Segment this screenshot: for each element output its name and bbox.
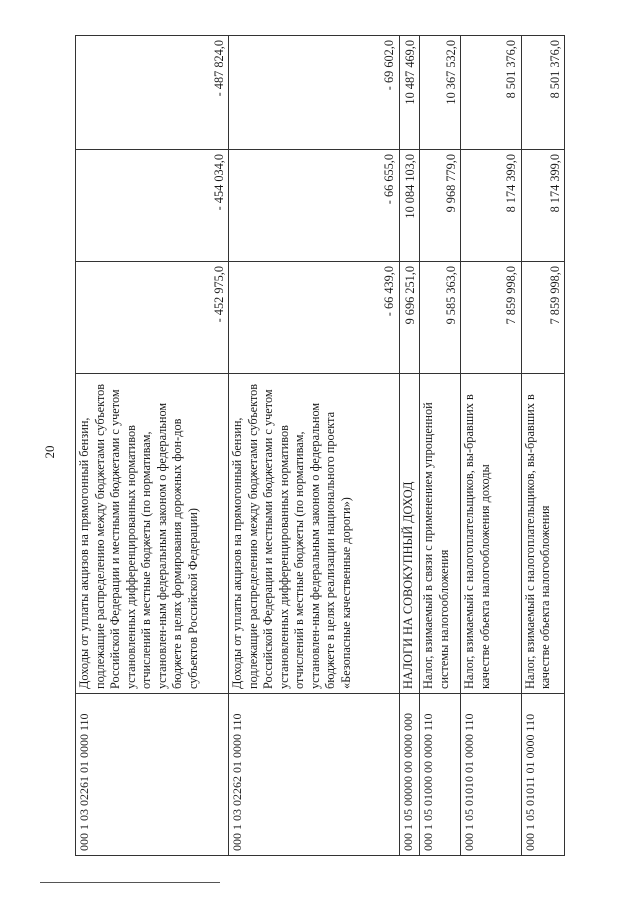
amount-year-2: 9 968 779,0 xyxy=(420,150,461,262)
page-number: 20 xyxy=(42,445,57,459)
revenue-name: Доходы от уплаты акцизов на прямогонный бензин, подлежащие распределению между бюджетами субъектов Российской Федерации и местными бюджетами с учетом установленных дифференцированных нормативов отчислений в местные бюджеты (по нормативам, установлен-ным федеральным законом о федеральном бюджете в целях формирования дорожных фон-дов субъектов Российской Федерации) xyxy=(76,374,229,694)
amount-year-2: - 66 655,0 xyxy=(229,150,400,262)
table-row xyxy=(229,36,400,856)
amount-year-1: 7 859 998,0 xyxy=(521,262,564,374)
amount-year-1: 9 585 363,0 xyxy=(420,262,461,374)
amount-year-2: 8 174 399,0 xyxy=(521,150,564,262)
amount-year-3: 10 367 532,0 xyxy=(420,36,461,150)
revenue-name: НАЛОГИ НА СОВОКУПНЫЙ ДОХОД xyxy=(399,374,420,694)
amount-year-2: 10 084 103,0 xyxy=(399,150,420,262)
table-row xyxy=(521,36,564,856)
table-row xyxy=(399,36,420,856)
amount-year-3: 8 501 376,0 xyxy=(461,36,521,150)
amount-year-3: 8 501 376,0 xyxy=(521,36,564,150)
amount-year-3: - 69 602,0 xyxy=(229,36,400,150)
revenue-name: Налог, взимаемый в связи с применением упрощенной системы налогообложения xyxy=(420,374,461,694)
amount-year-1: - 66 439,0 xyxy=(229,262,400,374)
classification-code: 000 1 03 02262 01 0000 110 xyxy=(229,694,400,856)
revenue-name: Налог, взимаемый с налогоплательщиков, вы-бравших в качестве объекта налогообложения доходы xyxy=(461,374,521,694)
footer-rule xyxy=(40,882,220,883)
table-row xyxy=(76,36,229,856)
classification-code: 000 1 03 02261 01 0000 110 xyxy=(76,694,229,856)
amount-year-3: - 487 824,0 xyxy=(76,36,229,150)
amount-year-1: - 452 975,0 xyxy=(76,262,229,374)
revenue-name: Доходы от уплаты акцизов на прямогонный бензин, подлежащие распределению между бюджетами субъектов Российской Федерации и местными бюджетами с учетом установленных дифференцированных нормативов отчислений в местные бюджеты (по нормативам, установлен-ным федеральным законом о федеральном бюджете в целях реализации национального проекта «Безопасные качественные дороги») xyxy=(229,374,400,694)
table-row xyxy=(420,36,461,856)
classification-code: 000 1 05 00000 00 0000 000 xyxy=(399,694,420,856)
classification-code: 000 1 05 01010 01 0000 110 xyxy=(461,694,521,856)
budget-revenue-table xyxy=(75,35,565,856)
amount-year-1: 7 859 998,0 xyxy=(461,262,521,374)
budget-table-rotated xyxy=(75,36,565,856)
amount-year-1: 9 696 251,0 xyxy=(399,262,420,374)
classification-code: 000 1 05 01011 01 0000 110 xyxy=(521,694,564,856)
table-row xyxy=(461,36,521,856)
amount-year-2: - 454 034,0 xyxy=(76,150,229,262)
classification-code: 000 1 05 01000 00 0000 110 xyxy=(420,694,461,856)
amount-year-3: 10 487 469,0 xyxy=(399,36,420,150)
revenue-name: Налог, взимаемый с налогоплательщиков, вы-бравших в качестве объекта налогообложения xyxy=(521,374,564,694)
amount-year-2: 8 174 399,0 xyxy=(461,150,521,262)
